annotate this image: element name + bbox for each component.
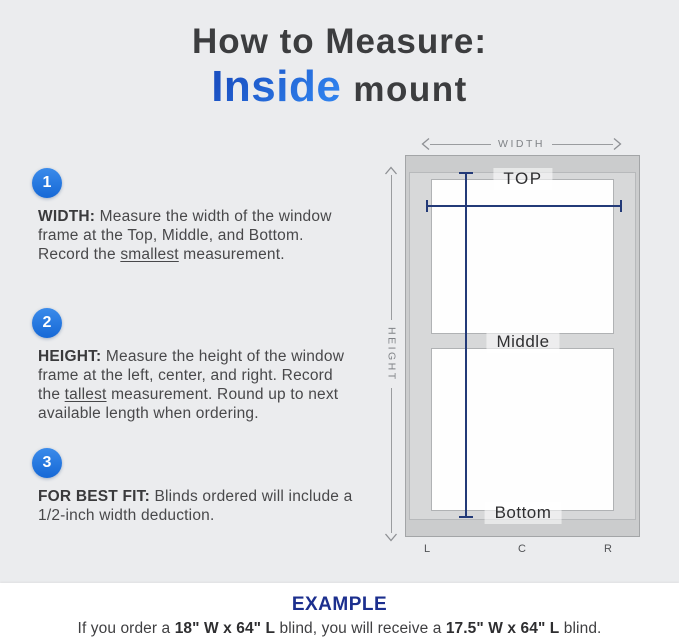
arrow-left-icon <box>421 137 430 151</box>
label-bottom: Bottom <box>485 502 562 524</box>
height-arrow-line-bottom <box>391 388 392 533</box>
step-1-number-badge <box>32 168 62 198</box>
example-received-size: 17.5" W x 64" L <box>445 619 560 637</box>
step-3-body: Blinds ordered will include a 1/2-inch width deduction. <box>38 488 353 524</box>
letter-right: R <box>604 543 612 555</box>
letter-left: L <box>423 543 431 555</box>
step-1-body-end: measurement. <box>178 246 285 263</box>
width-arrow-line-right <box>552 144 613 145</box>
arrow-right-icon <box>613 137 622 151</box>
letter-center: C <box>518 543 526 555</box>
window-pane-bottom <box>431 348 614 511</box>
label-middle: Middle <box>486 331 559 353</box>
arrow-up-icon <box>384 166 398 175</box>
example-ordered-size: 18" W x 64" L <box>174 619 276 637</box>
width-arrow-line-left <box>430 144 491 145</box>
example-text <box>0 620 679 638</box>
title-highlight: Inside <box>211 62 342 111</box>
step-2-body: Measure the height of the window frame at the left, center, and right. Record the <box>38 348 345 403</box>
step-1-body: Measure the width of the window frame at the Top, Middle, and Bottom. Record the <box>38 208 332 263</box>
title-line2 <box>0 62 679 111</box>
step-2-underlined-word: tallest <box>64 386 107 403</box>
arrow-down-icon <box>384 533 398 542</box>
title-suffix: mount <box>353 70 468 109</box>
page-title <box>0 24 679 109</box>
step-2-text <box>38 347 354 423</box>
step-1-label: WIDTH: <box>38 208 96 225</box>
step-1 <box>30 168 360 264</box>
example-heading: EXAMPLE <box>291 594 388 615</box>
step-3-label: FOR BEST FIT: <box>38 488 150 505</box>
step-1-text <box>38 207 354 264</box>
step-3-number-badge <box>32 448 62 478</box>
label-top: TOP <box>493 168 552 190</box>
width-dimension-arrow <box>421 137 622 151</box>
window-pane-top <box>431 179 614 334</box>
step-3 <box>30 448 360 525</box>
example-footer <box>0 583 679 642</box>
example-part3: blind. <box>559 619 602 637</box>
step-2 <box>30 308 360 423</box>
step-3-number: 3 <box>42 454 52 471</box>
height-dimension-arrow <box>383 166 399 542</box>
height-dimension-label: HEIGHT <box>385 326 398 382</box>
step-2-body-end: measurement. Round up to next available length when ordering. <box>38 386 339 422</box>
step-3-text <box>38 487 354 525</box>
height-arrow-line-top <box>391 175 392 320</box>
step-2-number: 2 <box>42 314 52 331</box>
step-1-number: 1 <box>42 174 52 191</box>
width-dimension-label: WIDTH <box>498 137 545 150</box>
example-part1: If you order a <box>77 619 175 637</box>
title-line1: How to Measure: <box>191 22 488 61</box>
step-2-label: HEIGHT: <box>38 348 102 365</box>
width-measure-line <box>426 205 622 207</box>
height-measure-line <box>465 172 467 518</box>
step-2-number-badge <box>32 308 62 338</box>
example-part2: blind, you will receive a <box>275 619 446 637</box>
step-1-underlined-word: smallest <box>120 246 179 263</box>
